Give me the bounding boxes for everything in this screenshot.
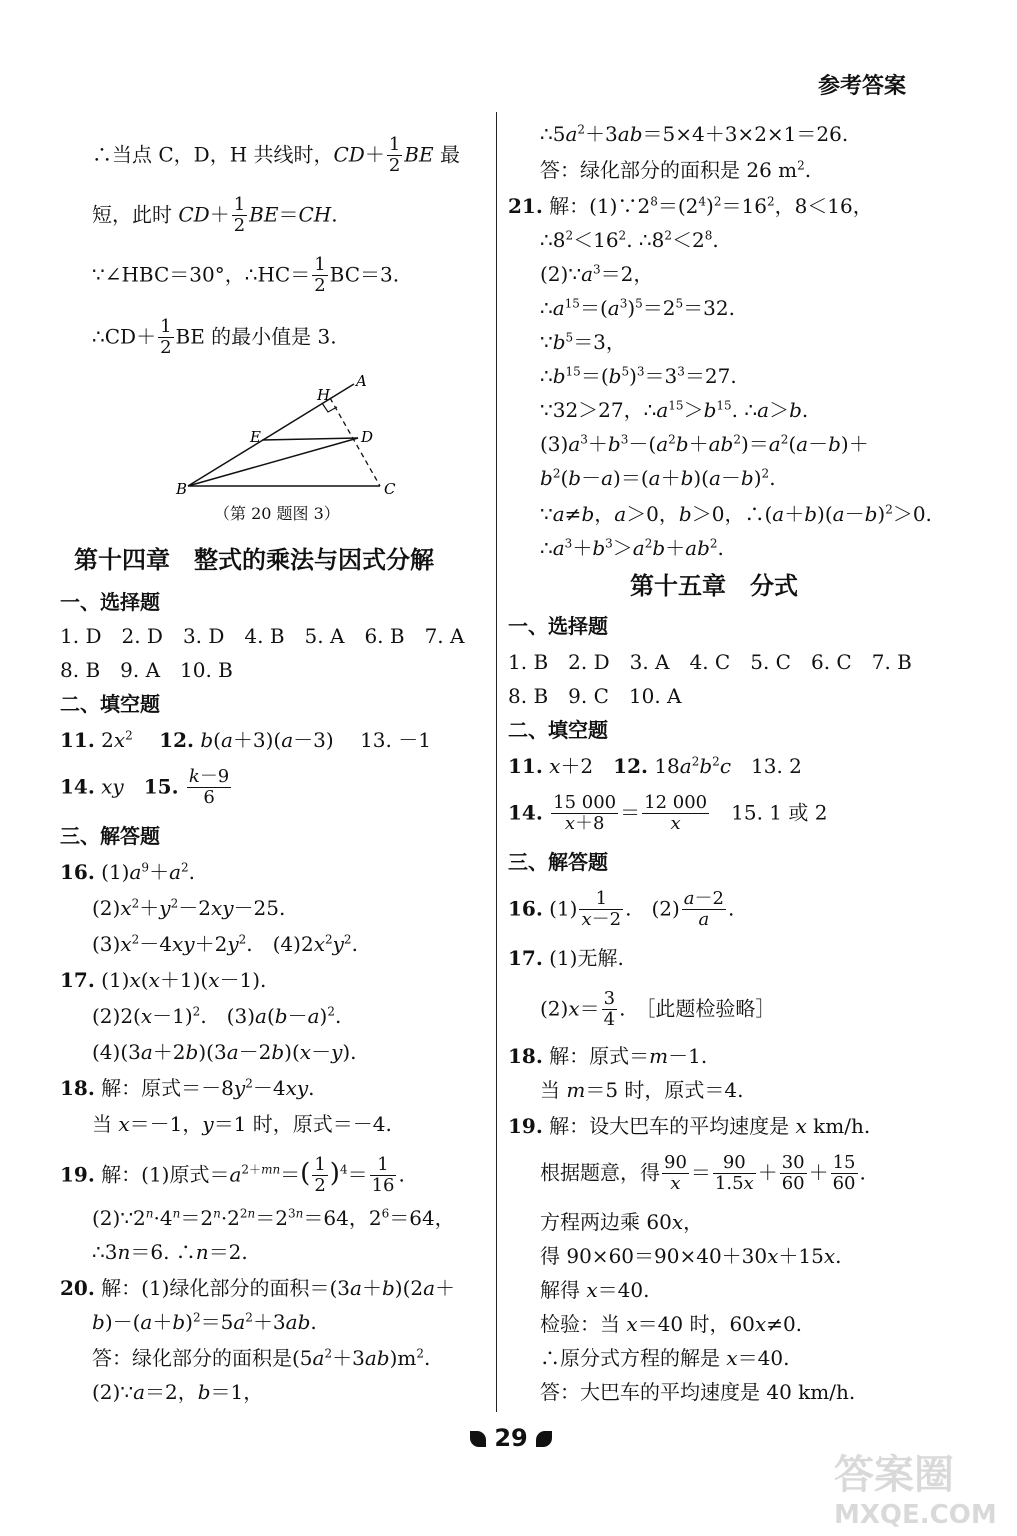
answer-line: $(2)\because 2^n\cdot 4^n=2^n\cdot 2^{2n}=2^{3n}=64$，$2^6=64$，: [92, 1206, 455, 1230]
section-heading: 二、填空题: [508, 718, 608, 742]
answer-line: 当 x＝－1，y＝1 时，原式＝－4.: [92, 1112, 392, 1136]
answer-line: ∵32＞27，$\therefore a^{15}>b^{15}$. ∴a＞b.: [540, 398, 809, 422]
chapter-title: 第十四章 整式的乘法与因式分解: [74, 546, 434, 574]
page-header-title: 参考答案: [818, 74, 907, 99]
answer-line: 16. $(1)a^9+a^2$.: [60, 860, 195, 884]
answer-line: 1. D 2. D 3. D 4. B 5. A 6. B 7. A: [60, 624, 465, 648]
answer-line: 得 90×60＝90×40＋30x＋15x.: [540, 1244, 842, 1268]
answer-line: $(2)2(x-1)^2$. $(3)a(b-a)^2$.: [92, 1004, 342, 1028]
answer-line: 20. 解：(1)绿化部分的面积＝(3a＋b)(2a＋: [60, 1276, 456, 1300]
answer-line: $(2)\because a^3=2$，: [540, 262, 654, 286]
section-heading: 一、选择题: [508, 614, 608, 638]
answer-line: 答：绿化部分的面积是$(5a^2+3ab)m^2$.: [92, 1346, 431, 1370]
answer-line: (2)x＝ $\frac{3}{4}$ . ［此题检验略］: [540, 988, 776, 1030]
answer-line: $(3)a^3+b^3-(a^2b+ab^2)=a^2(a-b)+$: [540, 432, 869, 456]
label-d: D: [361, 428, 374, 446]
answer-line: 14. $\frac{15 000}{x+8}$ ＝ $\frac{12 000}{x}$ 15. 1 或 2: [508, 792, 828, 834]
answer-line: $(3)x^2-4xy+2y^2$. $(4)2x^2y^2$.: [92, 932, 358, 956]
watermark-logo: [834, 1443, 999, 1528]
label-c: C: [384, 480, 396, 498]
answer-line: 方程两边乘 60x，: [540, 1210, 704, 1234]
answer-line: 19. 解：(1)原式$=a^{2+mn}=$( $\frac{1}{2}$ )$^4$＝ $\frac{1}{16}$ .: [60, 1154, 405, 1196]
answer-line: 11. x＋2 12. $18a^2b^2c$ 13. 2: [508, 754, 802, 778]
watermark-url: MXQE.COM: [834, 1500, 997, 1530]
leaf-icon: [536, 1431, 552, 1447]
answer-line: 根据题意，得 $\frac{90}{x}$ ＝ $\frac{90}{1.5x}$ ＋ $\frac{30}{60}$ ＋ $\frac{15}{60}$ .: [540, 1152, 866, 1194]
label-a: A: [356, 372, 367, 390]
watermark-text: 答案圈: [834, 1452, 954, 1498]
label-e: E: [250, 428, 261, 446]
answer-line: 解得 x＝40.: [540, 1278, 650, 1302]
section-heading: 三、解答题: [508, 850, 608, 874]
answer-line: 17. (1)无解.: [508, 946, 624, 970]
figure-caption: （第 20 题图 3）: [214, 504, 340, 523]
answer-line: 答：大巴车的平均速度是 40 km/h.: [540, 1380, 856, 1404]
answer-line: ∴3n＝6. ∴n＝2.: [92, 1240, 248, 1264]
answer-line: 当 m＝5 时，原式＝4.: [540, 1078, 744, 1102]
answer-line: 答：绿化部分的面积是 26 $m^2$.: [540, 158, 812, 182]
answer-line: 8. B 9. A 10. B: [60, 658, 233, 682]
answer-line: 18. 解：原式＝m－1.: [508, 1044, 708, 1068]
answer-line: $\therefore 8^2<16^2$. $\therefore 8^2<2^8$.: [540, 228, 719, 252]
answer-line: 检验：当 x＝40 时，60x≠0.: [540, 1312, 803, 1336]
text-line: ∴CD＋ $\frac{1}{2}$ BE 的最小值是 3.: [92, 316, 337, 358]
chapter-title: 第十五章 分式: [630, 572, 798, 600]
text-line: ∴当点 C，D，H 共线时，CD＋ $\frac{1}{2}$ BE 最: [92, 134, 460, 176]
answer-line: $\therefore b^{15}=(b^5)^3=3^3=27$.: [540, 364, 737, 388]
answer-line: (4)(3a＋2b)(3a－2b)(x－y).: [92, 1040, 357, 1064]
column-divider: [496, 112, 497, 1412]
answer-line: 16. (1) $\frac{1}{x-2}$ . (2) $\frac{a-2}{a}$ .: [508, 888, 735, 930]
leaf-icon: [470, 1431, 486, 1447]
answer-line: 17. (1)x(x＋1)(x－1).: [60, 968, 267, 992]
section-heading: 一、选择题: [60, 590, 160, 614]
label-h: H: [317, 386, 331, 404]
answer-line: $b)-(a+b)^2=5a^2+3ab$.: [92, 1310, 317, 1334]
answer-line: 18. 解：原式$=-8y^2-4xy$.: [60, 1076, 315, 1100]
answer-line: 1. B 2. D 3. A 4. C 5. C 6. C 7. B: [508, 650, 912, 674]
text-line: 短，此时 CD＋ $\frac{1}{2}$ BE＝CH.: [92, 194, 338, 236]
answer-line: ∴原分式方程的解是 x＝40.: [540, 1346, 790, 1370]
geometry-figure: [170, 370, 410, 500]
answer-line: ∵a≠b，a＞0，b＞0，$\therefore(a+b)(a-b)^2>0$.: [540, 502, 932, 526]
text-line: ∵∠HBC＝30°，∴HC＝ $\frac{1}{2}$ BC＝3.: [92, 254, 400, 296]
segment-ed: [262, 438, 358, 440]
answer-line: 14. xy 15. $\frac{k-9}{6}$: [60, 766, 230, 808]
page-number: 29: [470, 1426, 552, 1450]
answer-line: (2)∵a＝2，b＝1，: [92, 1380, 264, 1404]
segment-bd: [188, 438, 358, 486]
label-b: B: [176, 480, 188, 498]
answer-line: $\therefore a^{15}=(a^3)^5=2^5=32$.: [540, 296, 735, 320]
answer-line: 8. B 9. C 10. A: [508, 684, 682, 708]
answer-line: $(2)x^2+y^2-2xy-25$.: [92, 896, 286, 920]
answer-line: $\because b^5=3$，: [540, 330, 626, 354]
answer-line: $b^2(b-a)=(a+b)(a-b)^2$.: [540, 466, 776, 490]
answer-line: 11. $2x^2$ 12. b(a＋3)(a－3) 13. －1: [60, 728, 431, 752]
answer-line: 19. 解：设大巴车的平均速度是 x km/h.: [508, 1114, 871, 1138]
section-heading: 二、填空题: [60, 692, 160, 716]
answer-line: 21. 解：$(1)\because 2^8=(2^4)^2=16^2$，8＜16，: [508, 194, 873, 218]
answer-line: $\therefore 5a^2+3ab=5\times 4+3\times 2\times 1=26$.: [540, 122, 849, 146]
section-heading: 三、解答题: [60, 824, 160, 848]
answer-line: $\therefore a^3+b^3>a^2b+ab^2$.: [540, 536, 724, 560]
